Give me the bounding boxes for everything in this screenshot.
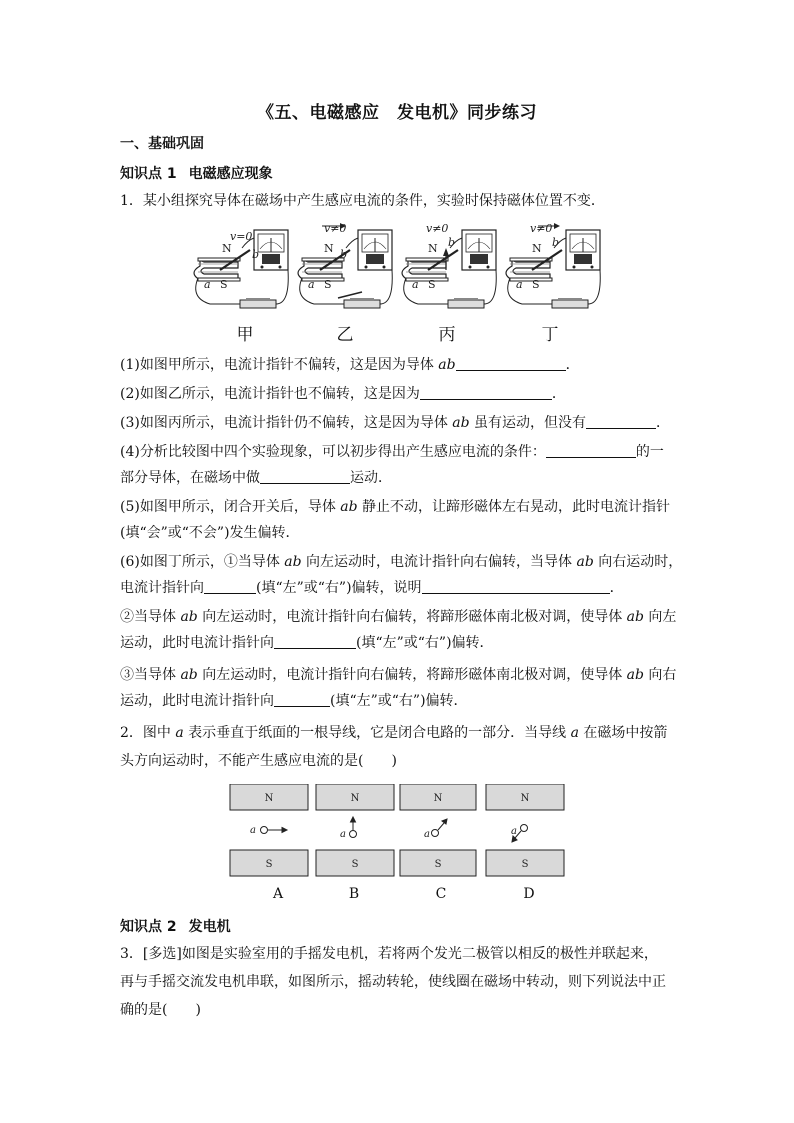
s-label: S [324, 278, 332, 291]
var: ab [284, 554, 302, 570]
answer-blank[interactable] [204, 579, 256, 594]
q1-part2 [120, 383, 566, 403]
text: 向右运动时， [593, 554, 683, 570]
answer-blank[interactable] [422, 579, 610, 594]
b-label: b [552, 236, 560, 249]
caption-yi: 乙 [336, 325, 354, 345]
text: ②当导体 [120, 609, 181, 625]
text: (5)如图甲所示，闭合开关后，导体 [120, 499, 341, 515]
text: 部分导体，在磁场中做 [120, 470, 260, 486]
caption-jia: 甲 [236, 325, 254, 345]
option-d[interactable]: D [523, 886, 535, 902]
var: ab [626, 667, 644, 683]
a-label: a [204, 278, 211, 291]
answer-blank[interactable] [456, 356, 566, 371]
text: 向左运动时，电流计指针向右偏转，将蹄形磁体南北极对调，使导体 [197, 609, 627, 625]
text: 运动，此时电流计指针向 [120, 693, 274, 709]
text: ． [609, 580, 624, 596]
text: 电流计指针向 [120, 580, 204, 596]
q1-part5-line1 [120, 496, 670, 516]
answer-blank[interactable] [546, 443, 636, 458]
a-label: a [516, 278, 523, 291]
section-heading: 一、基础巩固 [120, 136, 204, 152]
kp-label: 发电机 [188, 919, 231, 935]
caption-bing: 丙 [438, 325, 456, 345]
answer-blank[interactable] [260, 469, 350, 484]
velocity-label: v≠0 [426, 222, 449, 235]
text: 表示垂直于纸面的一根导线，它是闭合电路的一部分．当导线 [183, 725, 571, 741]
kp-label: 电磁感应现象 [188, 166, 273, 182]
wire-label: a [340, 829, 346, 840]
s-label: S [532, 278, 540, 291]
b-label: b [252, 248, 260, 261]
q1-part5-line2: (填“会”或“不会”)发生偏转． [120, 525, 300, 541]
var: ab [576, 554, 594, 570]
q3-line2: 再与手摇交流发电机串联，如图所示，摇动转轮，使线圈在磁场中转动，则下列说法中正 [120, 974, 666, 990]
s-label: S [428, 278, 436, 291]
answer-blank[interactable] [274, 692, 330, 707]
s-label: S [434, 859, 442, 870]
q1-part3 [120, 412, 670, 432]
knowledge-point-2 [120, 916, 231, 936]
text: 向左运动时，电流计指针向右偏转，将蹄形磁体南北极对调，使导体 [197, 667, 627, 683]
var: ab [180, 609, 198, 625]
q1-part6-line5 [120, 664, 676, 684]
text: 在磁场中按箭 [578, 725, 668, 741]
s-label: S [220, 278, 228, 291]
n-label: N [264, 793, 274, 804]
var: ab [438, 357, 456, 373]
n-label: N [428, 242, 438, 255]
text: 向左运动时，电流计指针向右偏转，当导体 [301, 554, 577, 570]
text: ． [551, 386, 566, 402]
answer-blank[interactable] [586, 414, 656, 429]
text: 运动． [350, 470, 392, 486]
text: (3)如图丙所示，电流计指针仍不偏转，这是因为导体 [120, 415, 453, 431]
text: (1)如图甲所示，电流计指针不偏转，这是因为导体 [120, 357, 439, 373]
caption-ding: 丁 [541, 325, 559, 345]
text: 虽有运动，但没有 [469, 415, 587, 431]
answer-blank[interactable] [420, 385, 552, 400]
text: (2)如图乙所示，电流计指针也不偏转，这是因为 [120, 386, 420, 402]
n-label: N [433, 793, 443, 804]
text: ． [656, 415, 671, 431]
q2-line2: 头方向运动时，不能产生感应电流的是( ) [120, 753, 397, 769]
a-label: a [308, 278, 315, 291]
q3-line1: 3．[多选]如图是实验室用的手摇发电机，若将两个发光二极管以相反的极性并联起来， [120, 946, 658, 962]
text: 静止不动，让蹄形磁体左右晃动，此时电流计指针 [357, 499, 671, 515]
text: (填“左”或“右”)偏转． [330, 693, 468, 709]
velocity-label: v=0 [230, 230, 253, 243]
text: (填“左”或“右”)偏转． [356, 635, 494, 651]
knowledge-point-1 [120, 163, 273, 183]
a-label: a [412, 278, 419, 291]
wire-label: a [511, 826, 517, 837]
q3-line3: 确的是( ) [120, 1002, 201, 1018]
s-label: S [265, 859, 273, 870]
q1-part6-line6 [120, 690, 468, 710]
answer-blank[interactable] [274, 634, 356, 649]
var: a [175, 725, 184, 741]
var: ab [340, 499, 358, 515]
wire-label: a [250, 825, 256, 836]
kp-number: 知识点 2 [120, 919, 177, 935]
s-label: S [521, 859, 529, 870]
text: (6)如图丁所示，①当导体 [120, 554, 285, 570]
q2-line1 [120, 722, 667, 742]
b-label: b [448, 236, 456, 249]
text: 向右 [643, 667, 677, 683]
text: (填“左”或“右”)偏转，说明 [256, 580, 422, 596]
wire-label: a [424, 829, 430, 840]
n-label: N [222, 242, 232, 255]
text: ． [565, 357, 580, 373]
kp-number: 知识点 1 [120, 166, 177, 182]
velocity-label: v≠0 [530, 222, 553, 235]
q1-part6-line3 [120, 606, 676, 626]
n-label: N [532, 242, 542, 255]
option-a[interactable]: A [272, 886, 284, 902]
q1-part6-line2 [120, 577, 624, 597]
velocity-label: v≠0 [324, 222, 347, 235]
option-b[interactable]: B [348, 886, 360, 902]
q1-part4-line1 [120, 441, 664, 461]
text: (4)分析比较图中四个实验现象，可以初步得出产生感应电流的条件： [120, 444, 546, 460]
b-label: b [340, 248, 348, 261]
figure-2-magnets [228, 784, 568, 880]
q1-part6-line4 [120, 632, 494, 652]
n-label: N [350, 793, 360, 804]
n-label: N [324, 242, 334, 255]
q1-part4-line2 [120, 467, 392, 487]
var: ab [626, 609, 644, 625]
text: ③当导体 [120, 667, 181, 683]
text: 运动，此时电流计指针向 [120, 635, 274, 651]
page-title: 《五、电磁感应 发电机》同步练习 [257, 103, 537, 123]
option-c[interactable]: C [435, 886, 447, 902]
q1-stem: 1．某小组探究导体在磁场中产生感应电流的条件，实验时保持磁体位置不变． [120, 193, 605, 209]
q1-part6-line1 [120, 551, 682, 571]
var: ab [452, 415, 470, 431]
n-label: N [520, 793, 530, 804]
text: 2．图中 [120, 725, 176, 741]
var: ab [180, 667, 198, 683]
q1-part1 [120, 354, 580, 374]
s-label: S [351, 859, 359, 870]
text: 的一 [635, 444, 664, 460]
text: 向左 [643, 609, 677, 625]
var: a [570, 725, 579, 741]
